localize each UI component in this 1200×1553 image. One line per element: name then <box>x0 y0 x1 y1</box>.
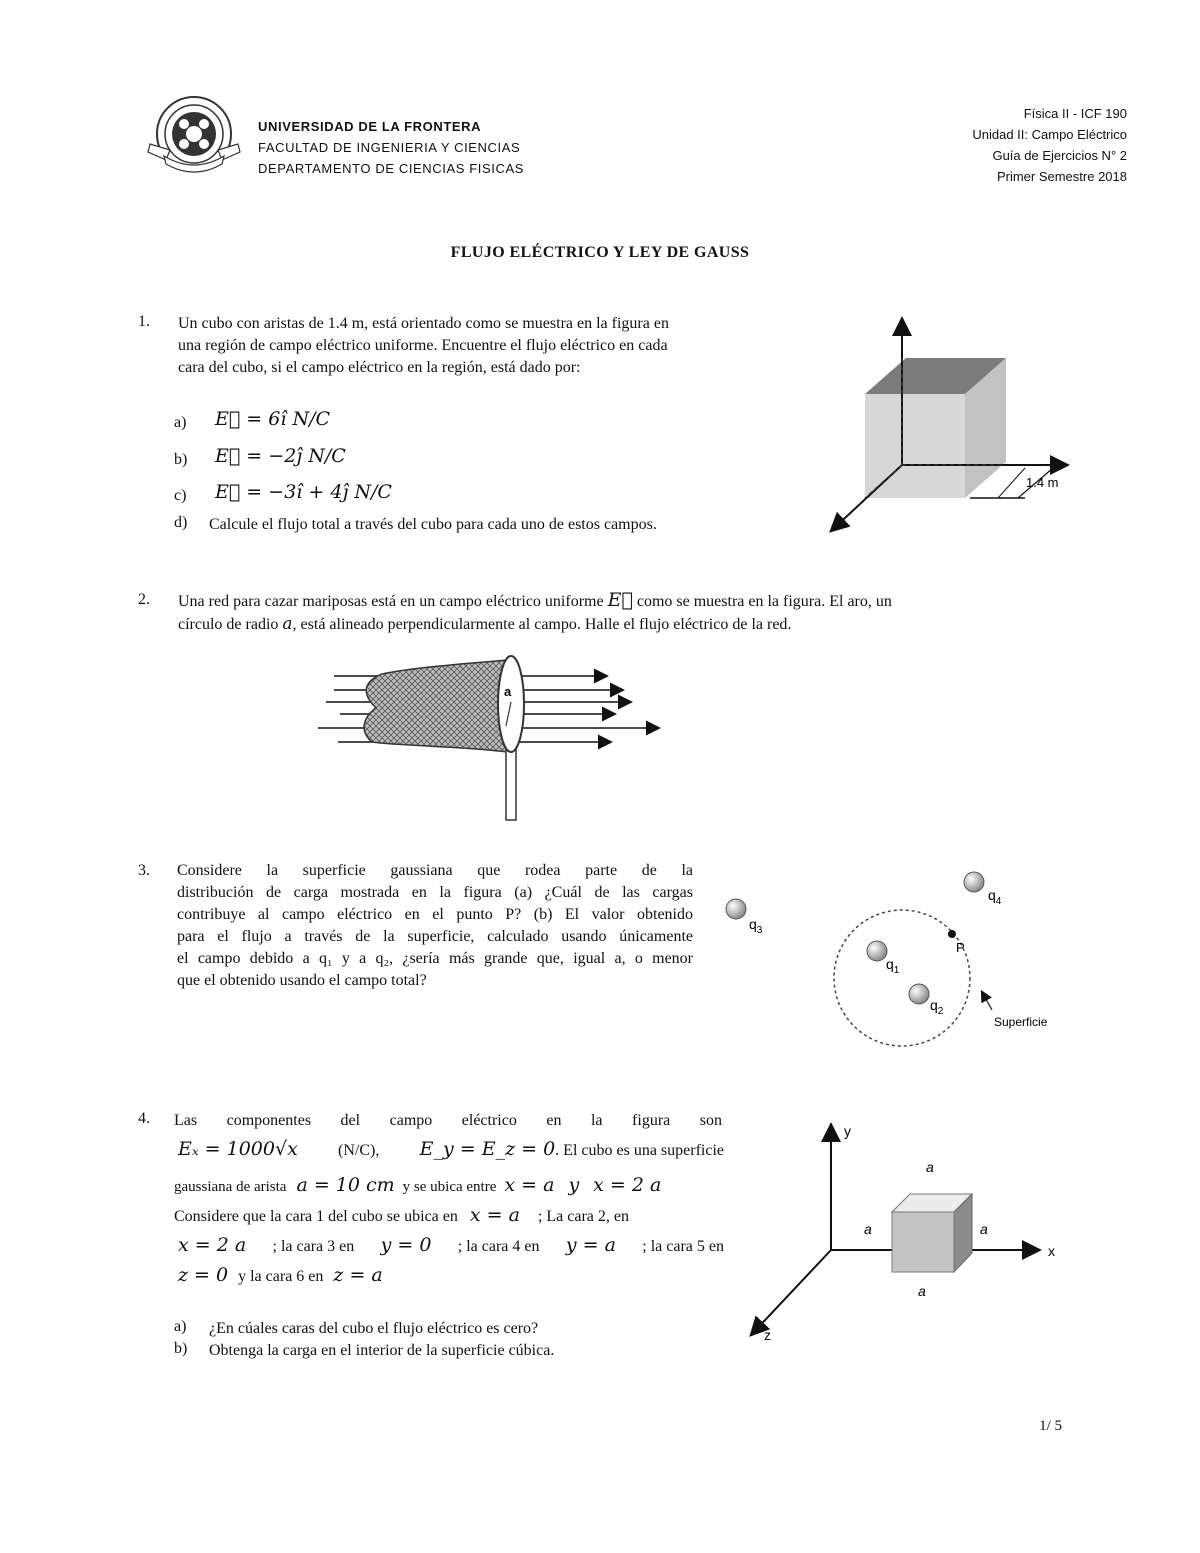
svg-text:a: a <box>926 1159 934 1175</box>
charge-q1 <box>867 941 887 961</box>
svg-text:q3: $q_3$ <box>749 916 763 936</box>
q1-a-expr: E⃗ = 6î N/C <box>215 408 331 430</box>
surface-label: Superficie <box>994 1015 1048 1029</box>
q1-number: 1. <box>138 313 150 330</box>
svg-text:a: a <box>864 1221 872 1237</box>
semester: Primer Semestre 2018 <box>996 169 1127 184</box>
svg-text:a: a <box>918 1283 926 1299</box>
q2-statement <box>178 589 1078 636</box>
q4-line3: gaussiana de arista a = 10 cm y se ubica entre x = a y x = 2 a <box>174 1174 662 1196</box>
q1-b-label: b) <box>174 451 188 468</box>
q4-line1: Las componentes del campo eléctrico en la figura son <box>174 1112 722 1129</box>
university-name: UNIVERSIDAD DE LA FRONTERA <box>258 119 482 134</box>
guide-number: Guía de Ejercicios N° 2 <box>992 148 1127 163</box>
q1-line: Un cubo con aristas de 1.4 m, está orientado como se muestra en la figura en <box>178 315 669 332</box>
charge-q4 <box>964 872 984 892</box>
q3-line: el campo debido a q₁ y a q₂, ¿sería más grande que, igual a, o menor <box>177 950 693 967</box>
ex-expression: Eₓ = 1000√x <box>178 1138 298 1160</box>
q2-line: Una red para cazar mariposas está en un campo eléctrico uniforme E⃗ como se muestra en la figura. El aro, un <box>178 589 892 611</box>
q4-line5: x = 2 a ; la cara 3 en y = 0 ; la cara 4 en y = a ; la cara 5 en <box>178 1234 724 1256</box>
q3-line: contribuye al campo eléctrico en el punto P? (b) El valor obtenido <box>177 906 693 923</box>
butterfly-net-figure <box>310 642 670 824</box>
q1-a-label: a) <box>174 414 187 431</box>
unit-name: Unidad II: Campo Eléctrico <box>972 127 1127 142</box>
q1-c-expr: E⃗ = −3î + 4ĵ N/C <box>215 481 392 503</box>
z-axis <box>752 1250 831 1334</box>
q4-line6: z = 0 y la cara 6 en z = a <box>178 1264 383 1286</box>
q1-line: cara del cubo, si el campo eléctrico en la región, está dado por: <box>178 359 581 376</box>
header-course-info <box>972 103 1127 187</box>
svg-text:a: a <box>980 1221 988 1237</box>
faculty-name: FACULTAD DE INGENIERIA Y CIENCIAS <box>258 140 521 155</box>
q3-line: para el flujo a través de la superficie, calculado usando únicamente <box>177 928 693 945</box>
field-symbol: E⃗ <box>607 589 633 611</box>
gaussian-surface-figure <box>716 862 1072 1070</box>
q3-line: Considere la superficie gaussiana que rodea parte de la <box>177 862 693 879</box>
point-p <box>948 930 956 938</box>
header-institution <box>258 116 524 179</box>
university-logo <box>146 94 246 180</box>
q1-d-text: Calcule el flujo total a través del cubo para cada uno de estos campos. <box>209 516 657 533</box>
charge-q3 <box>726 899 746 919</box>
gaussian-surface <box>834 910 970 1046</box>
q4-b-label: b) <box>174 1340 188 1357</box>
course-name: Física II - ICF 190 <box>1023 106 1127 121</box>
page-number: 1/ 5 <box>1039 1418 1062 1434</box>
cube-figure <box>820 312 1100 544</box>
q1-b-expr: E⃗ = −2ĵ N/C <box>215 445 346 467</box>
q1-d-label: d) <box>174 514 188 531</box>
svg-text:q2: $q_2$ <box>930 997 944 1017</box>
edge-length-label: 1.4 m <box>1026 475 1059 490</box>
q4-a-text: ¿En cúales caras del cubo el flujo eléctrico es cero? <box>209 1320 539 1337</box>
q3-statement <box>177 860 693 992</box>
q4-line2: Eₓ = 1000√x (N/C), E_y = E_z = 0. El cubo es una superficie <box>178 1138 724 1160</box>
q2-line: círculo de radio a, está alineado perpendicularmente al campo. Halle el flujo eléctrico de la red. <box>178 614 792 634</box>
q1-statement <box>178 313 778 379</box>
q1-line: una región de campo eléctrico uniforme. Encuentre el flujo eléctrico en cada <box>178 337 668 354</box>
svg-text:P: P <box>956 940 965 955</box>
charge-q2 <box>909 984 929 1004</box>
q4-number: 4. <box>138 1110 150 1127</box>
q3-line: que el obtenido usando el campo total? <box>177 972 427 989</box>
q4-a-label: a) <box>174 1318 187 1335</box>
q3-number: 3. <box>138 862 150 879</box>
q4-line4: Considere que la cara 1 del cubo se ubica en x = a ; La cara 2, en <box>174 1204 629 1226</box>
q3-line: distribución de carga mostrada en la figura (a) ¿Cuál de las cargas <box>177 884 693 901</box>
ey-ez-expression: E_y = E_z = 0 <box>419 1138 556 1160</box>
radius-label: a <box>504 684 512 699</box>
q4-b-text: Obtenga la carga en el interior de la superficie cúbica. <box>209 1342 555 1359</box>
svg-text:q4: $q_4$ <box>988 887 1002 907</box>
svg-text:q1: $q_1$ <box>886 956 900 976</box>
department-name: DEPARTAMENTO DE CIENCIAS FISICAS <box>258 161 525 176</box>
q1-c-label: c) <box>174 487 187 504</box>
page-title: FLUJO ELÉCTRICO Y LEY DE GAUSS <box>450 244 750 261</box>
cube-axes-figure <box>740 1116 1070 1352</box>
svg-text:x: x <box>1048 1243 1055 1259</box>
svg-text:y: y <box>844 1123 851 1139</box>
q2-number: 2. <box>138 591 150 608</box>
svg-text:z: z <box>764 1327 771 1343</box>
